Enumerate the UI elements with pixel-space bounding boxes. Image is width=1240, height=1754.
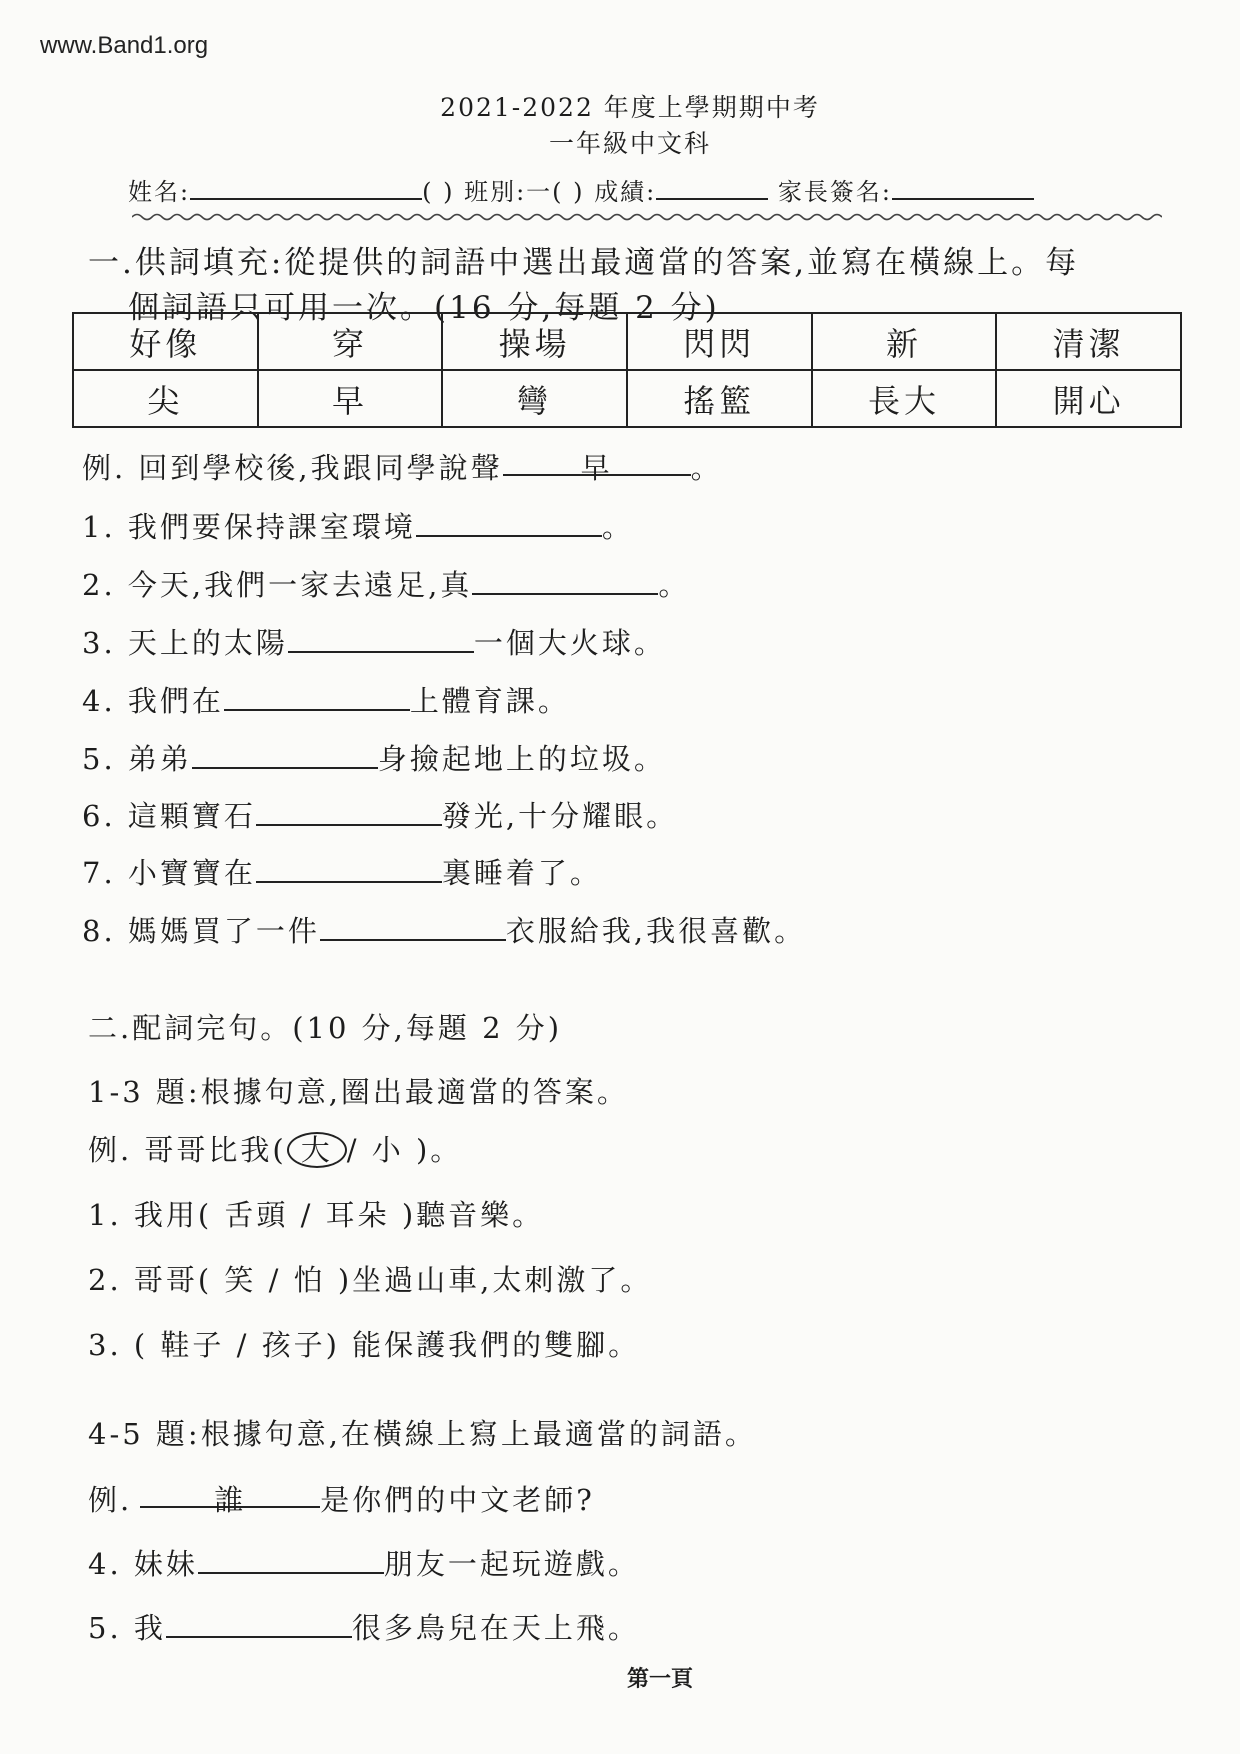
word-bank-cell: 尖 [73, 370, 258, 427]
example-answer-blank: 早 [503, 446, 691, 476]
word-bank-cell: 彎 [442, 370, 627, 427]
word-bank-cell: 開心 [996, 370, 1181, 427]
section2-heading: 二.配詞完句。(10 分,每題 2 分) [88, 1011, 563, 1045]
student-info-row [128, 172, 1034, 207]
question-text-before: 弟弟 [127, 742, 192, 776]
question-number: 1. [82, 510, 116, 544]
question-text-before: 這顆寶石 [127, 799, 256, 833]
fill-question-4 [88, 1542, 640, 1583]
question-1 [82, 505, 634, 546]
question-text-after: 一個大火球。 [473, 626, 666, 660]
word-bank-cell: 操場 [442, 313, 627, 370]
section1-instruction-line1: 一.供詞填充:從提供的詞語中選出最適當的答案,並寫在橫線上。每 [88, 245, 1080, 281]
question-text-after: 身撿起地上的垃圾。 [377, 742, 666, 776]
word-bank-cell: 好像 [73, 313, 258, 370]
answer-blank[interactable] [224, 681, 410, 711]
word-bank-cell: 清潔 [996, 313, 1181, 370]
example-answer-blank: 誰 [140, 1478, 320, 1508]
parent-signature-field[interactable] [892, 176, 1034, 200]
question-text-before: 我 [133, 1611, 166, 1645]
choice-question-2[interactable]: 2. 哥哥( 笑 / 怕 )坐過山車,太刺激了。 [88, 1263, 653, 1297]
word-bank-cell: 穿 [258, 313, 443, 370]
class-label: 班別:一( ) [464, 178, 585, 206]
exam-subtitle: 一年級中文科 [548, 129, 711, 158]
question-text-after: 發光,十分耀眼。 [441, 799, 679, 833]
word-bank-row [73, 370, 1181, 427]
circled-answer: 大 [287, 1132, 347, 1168]
answer-blank[interactable] [256, 796, 442, 826]
word-bank-table [72, 312, 1182, 428]
word-bank-cell: 長大 [812, 370, 997, 427]
question-number: 5. [82, 742, 116, 776]
question-text-before: 媽媽買了一件 [127, 914, 320, 948]
answer-blank[interactable] [472, 565, 658, 595]
section1-instruction-line2: 個詞語只可用一次。(16 分,每題 2 分) [128, 290, 720, 326]
question-text-before: 今天,我們一家去遠足,真 [127, 568, 473, 602]
class-number-field[interactable]: ( ) [422, 178, 455, 206]
question-text-before: 天上的太陽 [127, 626, 288, 660]
question-text-before: 小寶寶在 [127, 856, 256, 890]
example-prefix: 例. 回到學校後,我跟同學說聲 [82, 451, 503, 485]
example-suffix: 是你們的中文老師? [320, 1483, 595, 1517]
wavy-divider [132, 210, 1162, 224]
question-7 [82, 851, 602, 892]
name-label: 姓名: [128, 178, 191, 206]
page-number: 第一頁 [626, 1666, 693, 1692]
question-number: 5. [88, 1611, 122, 1645]
example-suffix: 。 [690, 451, 723, 485]
example-prefix: 例. 哥哥比我( [88, 1133, 287, 1167]
section2-part1-example [88, 1128, 462, 1169]
answer-blank[interactable] [166, 1608, 352, 1638]
question-number: 8. [82, 914, 116, 948]
question-text-after: 衣服給我,我很喜歡。 [505, 914, 807, 948]
choice-question-1[interactable]: 1. 我用( 舌頭 / 耳朵 )聽音樂。 [88, 1198, 545, 1232]
question-number: 2. [82, 568, 116, 602]
word-bank-cell: 閃閃 [627, 313, 812, 370]
question-text-before: 妹妹 [133, 1547, 198, 1581]
answer-blank[interactable] [198, 1544, 384, 1574]
example-prefix: 例. [88, 1483, 133, 1517]
section2-part2-instruction: 4-5 題:根據句意,在橫線上寫上最適當的詞語。 [88, 1417, 757, 1451]
question-number: 4. [88, 1547, 122, 1581]
word-bank-cell: 新 [812, 313, 997, 370]
answer-blank[interactable] [256, 853, 442, 883]
section2-part2-example [88, 1478, 595, 1519]
question-5 [82, 737, 666, 778]
question-text-after: 上體育課。 [409, 684, 570, 718]
score-label: 成績: [594, 178, 657, 206]
question-6 [82, 794, 678, 835]
word-bank-cell: 搖籃 [627, 370, 812, 427]
score-field[interactable] [656, 176, 768, 200]
name-field[interactable] [190, 176, 422, 200]
answer-blank[interactable] [288, 623, 474, 653]
question-2 [82, 563, 690, 604]
question-4 [82, 679, 570, 720]
section1-example [82, 446, 723, 487]
question-3 [82, 621, 666, 662]
example-suffix: / 小 )。 [346, 1133, 463, 1167]
choice-question-3[interactable]: 3. ( 鞋子 / 孩子) 能保護我們的雙腳。 [88, 1328, 641, 1362]
word-bank-cell: 早 [258, 370, 443, 427]
question-text-before: 我們在 [127, 684, 224, 718]
question-text-after: 。 [601, 510, 634, 544]
exam-title: 2021-2022 年度上學期期中考 [440, 93, 820, 122]
question-text-after: 。 [658, 568, 691, 602]
question-8 [82, 909, 806, 950]
watermark-url: www.Band1.org [40, 32, 209, 59]
question-number: 6. [82, 799, 116, 833]
question-text-after: 很多鳥兒在天上飛。 [351, 1611, 640, 1645]
question-text-before: 我們要保持課室環境 [127, 510, 416, 544]
answer-blank[interactable] [416, 507, 602, 537]
answer-blank[interactable] [320, 911, 506, 941]
fill-question-5 [88, 1606, 640, 1647]
question-text-after: 朋友一起玩遊戲。 [383, 1547, 640, 1581]
section2-part1-instruction: 1-3 題:根據句意,圈出最適當的答案。 [88, 1075, 629, 1109]
question-number: 4. [82, 684, 116, 718]
word-bank-row [73, 313, 1181, 370]
question-number: 3. [82, 626, 116, 660]
answer-blank[interactable] [192, 739, 378, 769]
parent-signature-label: 家長簽名: [777, 178, 893, 206]
question-number: 7. [82, 856, 116, 890]
question-text-after: 裏睡着了。 [441, 856, 602, 890]
